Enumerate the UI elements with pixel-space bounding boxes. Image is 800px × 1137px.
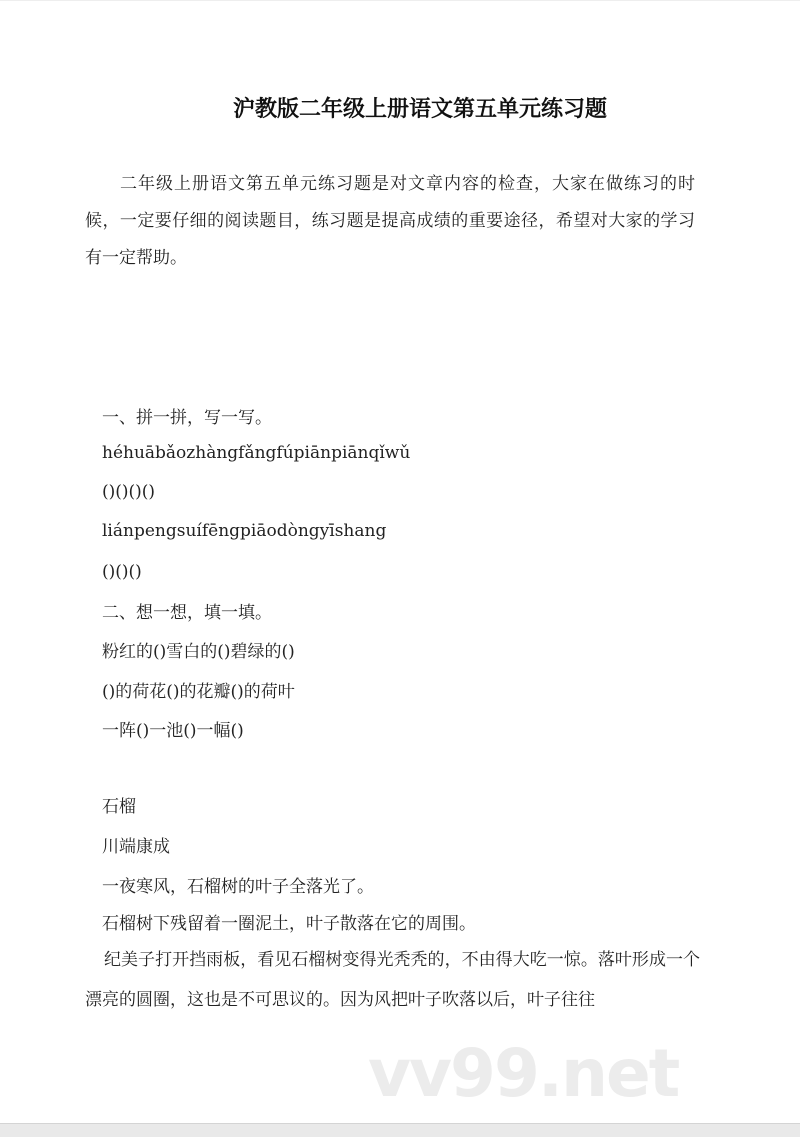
pinyin-line: liánpengsuífēngpiāodòngyīshang (102, 521, 387, 541)
exercise-line: ()的荷花()的花瓣()的荷叶 (102, 682, 295, 702)
section-heading-2: 二、想一想，填一填。 (102, 603, 272, 623)
exercise-line: 一阵()一池()一幅() (102, 721, 244, 741)
story-paragraph: 纪美子打开挡雨板，看见石榴树变得光秃秃的，不由得大吃一惊。落叶形成一个漂亮的圆圈，这也是不可思议的。因为风把叶子吹落以后，叶子往往 (85, 950, 700, 1010)
story-line: 一夜寒风，石榴树的叶子全落光了。 (102, 877, 374, 897)
section-heading-1: 一、拼一拼，写一写。 (102, 408, 272, 428)
blank-line: ()()() (102, 562, 142, 582)
story-author: 川端康成 (102, 837, 170, 857)
intro-paragraph: 二年级上册语文第五单元练习题是对文章内容的检查，大家在做练习的时候，一定要仔细的阅读题目，练习题是提高成绩的重要途径，希望对大家的学习有一定帮助。 (85, 174, 695, 268)
watermark: vv99.net (368, 1035, 679, 1112)
story-title: 石榴 (102, 797, 136, 817)
story-line: 石榴树下残留着一圈泥土，叶子散落在它的周围。 (102, 914, 476, 934)
divider (0, 0, 800, 1)
page-title: 沪教版二年级上册语文第五单元练习题 (232, 97, 607, 122)
exercise-line: 粉红的()雪白的()碧绿的() (102, 642, 295, 662)
blank-line: ()()()() (102, 482, 156, 502)
pinyin-line: héhuābǎozhàngfǎngfúpiānpiānqǐwǔ (102, 443, 411, 463)
